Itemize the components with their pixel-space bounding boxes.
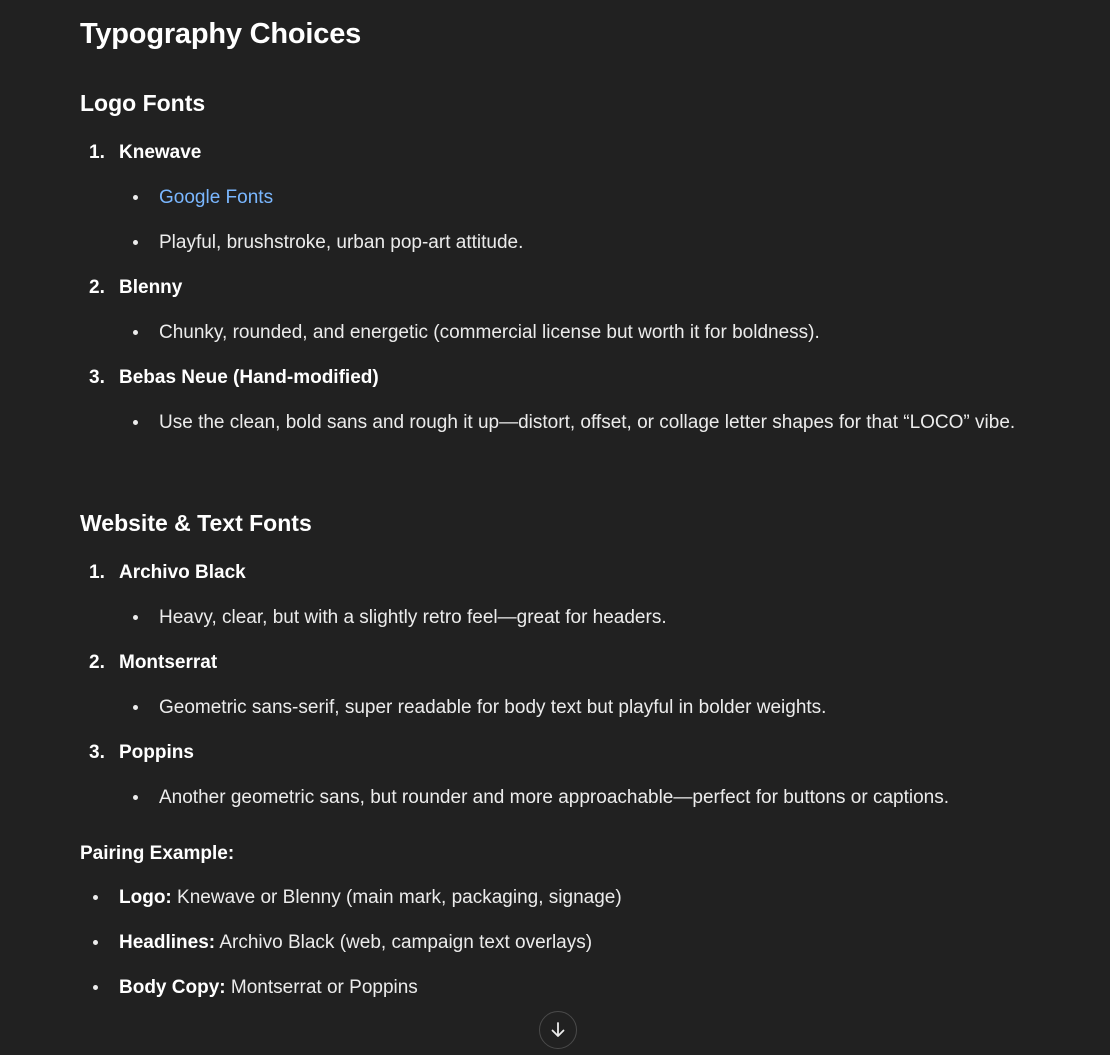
pairing-example-label: Pairing Example:	[80, 843, 235, 864]
scroll-to-bottom-button[interactable]	[539, 1011, 577, 1049]
bullet-dot	[133, 795, 138, 800]
font-name: Poppins	[119, 742, 194, 763]
pairing-text: Montserrat or Poppins	[225, 977, 418, 998]
pairing-text: Archivo Black (web, campaign text overlays)	[215, 932, 593, 953]
font-name: Montserrat	[119, 652, 218, 673]
bullet-dot	[93, 895, 98, 900]
font-name: Archivo Black	[119, 562, 246, 583]
google-fonts-link[interactable]: Google Fonts	[159, 187, 274, 208]
list-number: 3.	[89, 367, 105, 388]
pairing-label-logo: Logo:	[119, 887, 172, 908]
bullet-text: Heavy, clear, but with a slightly retro feel—great for headers.	[159, 607, 667, 628]
bullet-dot	[93, 985, 98, 990]
page-title: Typography Choices	[80, 18, 362, 50]
bullet-text: Chunky, rounded, and energetic (commercial license but worth it for boldness).	[159, 322, 820, 343]
font-name: Bebas Neue (Hand-modified)	[119, 367, 379, 388]
font-name: Knewave	[119, 142, 202, 163]
pairing-label-headlines: Headlines:	[119, 932, 216, 953]
font-name: Blenny	[119, 277, 183, 298]
bullet-dot	[133, 195, 138, 200]
bullet-dot	[133, 420, 138, 425]
bullet-dot	[93, 940, 98, 945]
bullet-dot	[133, 615, 138, 620]
bullet-dot	[133, 240, 138, 245]
list-number: 1.	[89, 142, 105, 163]
bullet-text: Use the clean, bold sans and rough it up—distort, offset, or collage letter shapes for that “LOCO” vibe.	[159, 412, 1016, 433]
pairing-text: Knewave or Blenny (main mark, packaging, signage)	[171, 887, 622, 908]
bullet-text: Geometric sans-serif, super readable for body text but playful in bolder weights.	[159, 697, 827, 718]
bullet-dot	[133, 330, 138, 335]
pairing-label-body-copy: Body Copy:	[119, 977, 226, 998]
list-number: 2.	[89, 277, 105, 298]
arrow-down-icon	[548, 1020, 568, 1040]
section-heading-website-text-fonts: Website & Text Fonts	[80, 510, 312, 536]
bullet-text: Playful, brushstroke, urban pop-art attitude.	[159, 232, 524, 253]
list-number: 3.	[89, 742, 105, 763]
list-number: 1.	[89, 562, 105, 583]
bullet-dot	[133, 705, 138, 710]
bullet-text: Another geometric sans, but rounder and more approachable—perfect for buttons or captions.	[159, 787, 950, 808]
list-number: 2.	[89, 652, 105, 673]
section-heading-logo-fonts: Logo Fonts	[80, 90, 206, 116]
